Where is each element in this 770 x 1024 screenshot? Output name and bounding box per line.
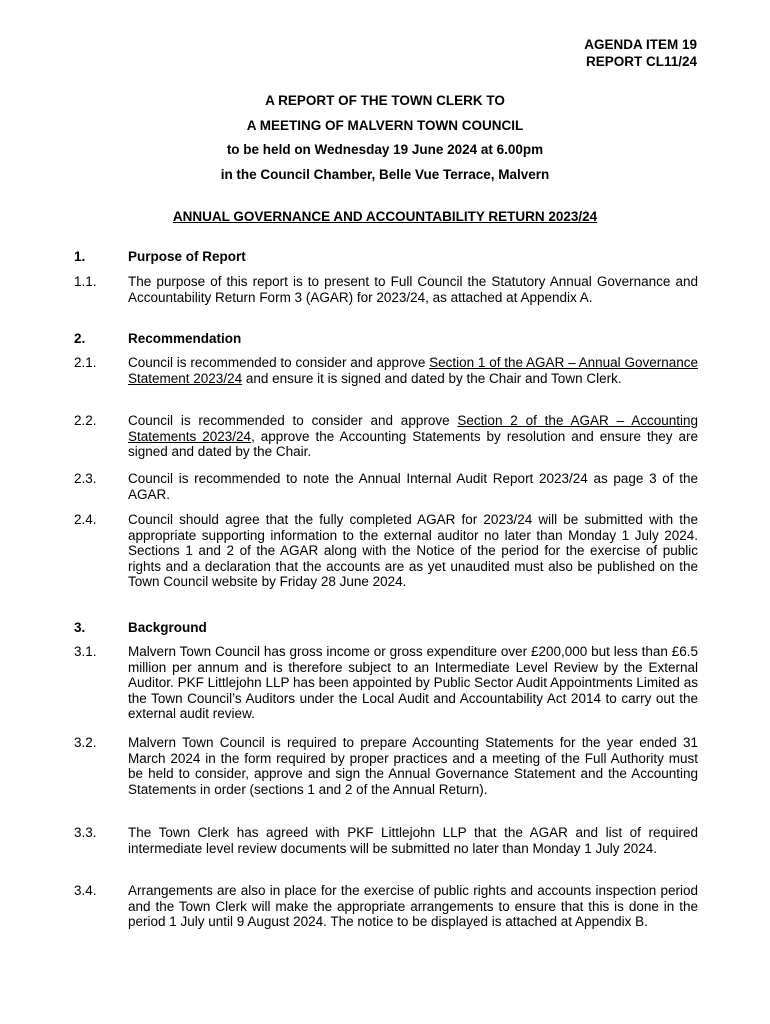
- paragraph-number: 2.1.: [74, 355, 97, 370]
- paragraph-text: [128, 413, 698, 460]
- paragraph-text: Malvern Town Council is required to prepare Accounting Statements for the year ended 31 March 2024 in the form required by proper practices and a meeting of the Full Authority must be held to consider, approve and sign the Annual Governance Statement and the Accounting Statements in order (sections 1 and 2 of the Annual Return).: [128, 735, 698, 797]
- paragraph-text: The purpose of this report is to present to Full Council the Statutory Annual Governance and Accountability Return Form 3 (AGAR) for 2023/24, as attached at Appendix A.: [128, 274, 698, 305]
- agenda-reference: [584, 36, 697, 70]
- agar-section-2-reference: Section 2 of the AGAR – Accounting Statements 2023/24: [128, 413, 698, 444]
- paragraph-number: 1.1.: [74, 274, 97, 289]
- section-title: Purpose of Report: [128, 249, 246, 264]
- paragraph-text: Arrangements are also in place for the exercise of public rights and accounts inspection period and the Town Clerk will make the appropriate arrangements to ensure that this is done in the period 1 July until 9 August 2024. The notice to be displayed is attached at Appendix B.: [128, 883, 698, 930]
- section-title: Background: [128, 620, 207, 635]
- agenda-item-label: AGENDA ITEM 19: [584, 37, 697, 52]
- paragraph-text-start: Council is recommended to consider and approve: [128, 355, 430, 370]
- title-line-2: A MEETING OF MALVERN TOWN COUNCIL: [246, 118, 524, 133]
- title-line-4: in the Council Chamber, Belle Vue Terrace, Malvern: [220, 167, 550, 182]
- section-number: 3.: [74, 620, 86, 635]
- paragraph-number: 3.2.: [74, 735, 97, 750]
- paragraph-text-end: and ensure it is signed and dated by the Chair and Town Clerk.: [242, 370, 622, 386]
- title-line-3: to be held on Wednesday 19 June 2024 at 6.00pm: [226, 142, 544, 157]
- paragraph-number: 2.2.: [74, 413, 97, 428]
- paragraph-text: [128, 355, 698, 386]
- paragraph-text: The Town Clerk has agreed with PKF Littlejohn LLP that the AGAR and list of required intermediate level review documents will be submitted no later than Monday 1 July 2024.: [128, 825, 698, 856]
- paragraph-number: 2.4.: [74, 512, 97, 527]
- paragraph-text: Malvern Town Council has gross income or gross expenditure over £200,000 but less than £6.5 million per annum and is therefore subject to an Intermediate Level Review by the External Auditor. PKF Littlejohn LLP has been appointed by Public Sector Audit Appointments Limited as the Town Council’s Auditors under the Local Audit and Accountability Act 2014 to carry out the external audit review.: [128, 644, 698, 722]
- report-reference-label: REPORT CL11/24: [585, 54, 697, 69]
- paragraph-text-end: , approve the Accounting Statements by resolution and ensure they are signed and dated by the Chair.: [128, 428, 698, 460]
- paragraph-number: 3.4.: [74, 883, 97, 898]
- paragraph-number: 3.3.: [74, 825, 97, 840]
- paragraph-number: 2.3.: [74, 471, 97, 486]
- report-subject-title: ANNUAL GOVERNANCE AND ACCOUNTABILITY RETURN 2023/24: [172, 209, 598, 224]
- paragraph-text: Council is recommended to note the Annual Internal Audit Report 2023/24 as page 3 of the AGAR.: [128, 471, 698, 502]
- agar-section-1-reference: Section 1 of the AGAR – Annual Governance Statement 2023/24: [128, 355, 698, 386]
- section-number: 2.: [74, 331, 86, 346]
- paragraph-text-start: Council is recommended to consider and approve: [128, 413, 458, 428]
- section-title: Recommendation: [128, 331, 242, 346]
- title-line-1: A REPORT OF THE TOWN CLERK TO: [265, 93, 505, 108]
- paragraph-number: 3.1.: [74, 644, 97, 659]
- paragraph-text: Council should agree that the fully completed AGAR for 2023/24 will be submitted with the appropriate supporting information to the external auditor no later than Monday 1 July 2024. Sections 1 and 2 of the AGAR along with the Notice of the period for the exercise of public rights and a declaration that the accounts are as yet unaudited must also be published on the Town Council website by Friday 28 June 2024.: [128, 512, 698, 590]
- section-number: 1.: [74, 249, 86, 264]
